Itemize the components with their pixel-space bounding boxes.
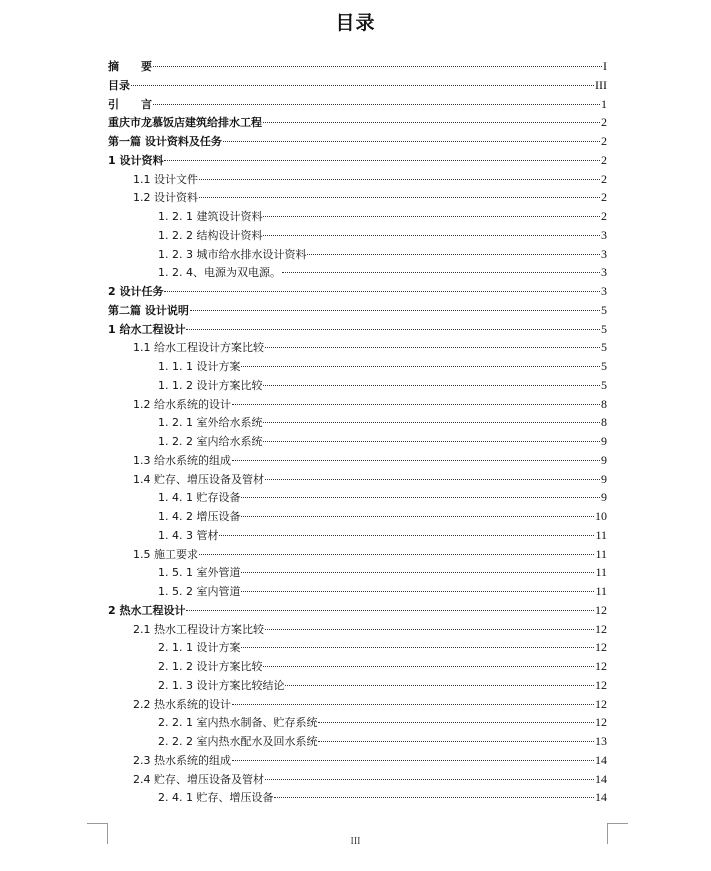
toc-entry-page-number: 2 bbox=[601, 171, 607, 186]
toc-entry-page-number: 2 bbox=[601, 209, 607, 223]
toc-entry[interactable] bbox=[108, 639, 607, 658]
toc-entry-label: 1. 1. 2 设计方案比较 bbox=[158, 378, 263, 392]
toc-entry-page-number: 5 bbox=[601, 321, 607, 336]
toc-entry-label: 1. 4. 1 贮存设备 bbox=[158, 491, 241, 505]
toc-entry-page-number: 5 bbox=[601, 359, 607, 373]
toc-entry-page-number: 11 bbox=[595, 546, 607, 561]
toc-entry-page-number: 2 bbox=[601, 152, 607, 167]
toc-entry[interactable] bbox=[108, 414, 607, 433]
toc-entry[interactable] bbox=[108, 602, 607, 621]
toc-entry-page-number: 14 bbox=[595, 790, 607, 805]
toc-entry[interactable] bbox=[108, 696, 607, 715]
toc-entry-label: 2. 1. 3 设计方案比较结论 bbox=[158, 678, 285, 692]
toc-dot-leader bbox=[241, 497, 600, 498]
toc-entry[interactable] bbox=[108, 264, 607, 283]
toc-entry[interactable] bbox=[108, 377, 607, 396]
toc-dot-leader bbox=[265, 779, 594, 780]
toc-entry-page-number: 5 bbox=[601, 377, 607, 392]
toc-entry-label: 2. 4. 1 贮存、增压设备 bbox=[158, 791, 274, 805]
toc-entry-label: 2.3 热水系统的组成 bbox=[133, 753, 231, 767]
toc-entry-page-number: 8 bbox=[601, 396, 607, 411]
toc-entry-label: 1. 2. 4、电源为双电源。 bbox=[158, 266, 281, 280]
toc-dot-leader bbox=[223, 141, 600, 142]
toc-dot-leader bbox=[265, 629, 594, 630]
toc-entry-page-number: 14 bbox=[595, 752, 607, 767]
toc-entry-label: 第二篇 设计说明 bbox=[108, 303, 189, 317]
toc-entry-page-number: 3 bbox=[601, 284, 607, 298]
toc-entry-page-number: 9 bbox=[601, 434, 607, 448]
toc-entry[interactable] bbox=[108, 208, 607, 227]
toc-entry[interactable] bbox=[108, 283, 607, 302]
toc-dot-leader bbox=[241, 516, 594, 517]
toc-entry-page-number: 11 bbox=[595, 527, 607, 542]
toc-entry-label: 2. 2. 2 室内热水配水及回水系统 bbox=[158, 735, 318, 748]
toc-entry-page-number: 2 bbox=[601, 190, 607, 205]
toc-dot-leader bbox=[307, 254, 600, 255]
toc-entry-page-number: 5 bbox=[601, 340, 607, 355]
toc-dot-leader bbox=[241, 647, 594, 648]
toc-entry[interactable] bbox=[108, 77, 607, 96]
toc-entry-page-number: 12 bbox=[595, 677, 607, 692]
toc-entry-page-number: 1 bbox=[601, 96, 607, 111]
toc-entry-label: 1. 4. 3 管材 bbox=[158, 528, 219, 542]
toc-entry[interactable] bbox=[108, 58, 607, 77]
toc-dot-leader bbox=[282, 272, 600, 273]
toc-entry-page-number: 2 bbox=[601, 115, 607, 130]
toc-entry[interactable] bbox=[108, 564, 607, 583]
toc-entry-label: 1.1 设计文件 bbox=[133, 172, 198, 186]
toc-entry[interactable] bbox=[108, 789, 607, 808]
toc-entry-page-number: 3 bbox=[601, 227, 607, 242]
toc-entry-label: 1 给水工程设计 bbox=[108, 322, 186, 336]
toc-entry[interactable] bbox=[108, 358, 607, 377]
toc-entry[interactable] bbox=[108, 452, 607, 471]
toc-entry[interactable] bbox=[108, 96, 607, 115]
toc-entry[interactable] bbox=[108, 752, 607, 771]
toc-entry-label: 1.2 给水系统的设计 bbox=[133, 397, 231, 411]
toc-entry-label: 1. 1. 1 设计方案 bbox=[158, 360, 241, 373]
toc-dot-leader bbox=[232, 460, 600, 461]
toc-dot-leader bbox=[263, 666, 594, 667]
toc-dot-leader bbox=[274, 797, 594, 798]
toc-entry[interactable] bbox=[108, 227, 607, 246]
toc-entry-label: 1. 4. 2 增压设备 bbox=[158, 510, 241, 523]
toc-entry-label: 1.4 贮存、增压设备及管材 bbox=[133, 472, 264, 486]
toc-dot-leader bbox=[219, 535, 594, 536]
toc-entry-page-number: 12 bbox=[595, 621, 607, 636]
toc-entry-label: 1. 2. 1 室外给水系统 bbox=[158, 416, 263, 430]
toc-entry[interactable] bbox=[108, 658, 607, 677]
toc-entry-label: 重庆市龙慕饭店建筑给排水工程 bbox=[108, 116, 262, 130]
toc-entry-label: 1. 2. 3 城市给水排水设计资料 bbox=[158, 247, 307, 261]
toc-dot-leader bbox=[318, 722, 594, 723]
toc-entry-page-number: 9 bbox=[601, 452, 607, 467]
toc-entry-page-number: 9 bbox=[601, 490, 607, 505]
toc-entry-label: 2 设计任务 bbox=[108, 285, 164, 298]
table-of-contents bbox=[108, 58, 607, 808]
toc-entry[interactable] bbox=[108, 396, 607, 415]
toc-entry-page-number: 11 bbox=[595, 584, 607, 598]
page-title: 目录 bbox=[335, 12, 376, 34]
toc-entry-page-number: 3 bbox=[601, 265, 607, 280]
toc-entry-label: 第一篇 设计资料及任务 bbox=[108, 135, 222, 148]
toc-entry-label: 1. 2. 2 结构设计资料 bbox=[158, 228, 263, 242]
toc-dot-leader bbox=[164, 291, 600, 292]
toc-dot-leader bbox=[153, 66, 602, 67]
toc-entry-page-number: III bbox=[595, 77, 607, 92]
toc-dot-leader bbox=[285, 685, 594, 686]
toc-dot-leader bbox=[153, 104, 600, 105]
toc-dot-leader bbox=[131, 85, 594, 86]
toc-entry-label: 引 言 bbox=[108, 97, 152, 111]
toc-entry[interactable] bbox=[108, 771, 607, 790]
toc-entry[interactable] bbox=[108, 489, 607, 508]
toc-entry-page-number: 11 bbox=[595, 565, 607, 580]
toc-dot-leader bbox=[232, 760, 594, 761]
toc-entry-page-number: I bbox=[603, 59, 607, 73]
toc-dot-leader bbox=[232, 704, 594, 705]
toc-entry-label: 2.2 热水系统的设计 bbox=[133, 697, 231, 711]
toc-entry-label: 2.4 贮存、增压设备及管材 bbox=[133, 772, 264, 786]
toc-dot-leader bbox=[241, 591, 594, 592]
toc-entry-label: 摘 要 bbox=[108, 60, 152, 73]
toc-entry[interactable] bbox=[108, 733, 607, 752]
toc-entry[interactable] bbox=[108, 171, 607, 190]
toc-entry[interactable] bbox=[108, 527, 607, 546]
toc-dot-leader bbox=[265, 479, 600, 480]
toc-entry[interactable] bbox=[108, 583, 607, 602]
toc-entry-label: 2. 1. 2 设计方案比较 bbox=[158, 660, 263, 673]
toc-entry-label: 目录 bbox=[108, 78, 130, 92]
toc-entry-label: 2. 2. 1 室内热水制备、贮存系统 bbox=[158, 716, 318, 730]
toc-dot-leader bbox=[199, 554, 594, 555]
toc-dot-leader bbox=[241, 572, 594, 573]
toc-dot-leader bbox=[164, 160, 600, 161]
toc-entry-page-number: 5 bbox=[601, 302, 607, 317]
toc-entry[interactable] bbox=[108, 133, 607, 152]
toc-entry[interactable] bbox=[108, 152, 607, 171]
toc-entry-page-number: 12 bbox=[595, 659, 607, 673]
toc-entry[interactable] bbox=[108, 302, 607, 321]
toc-entry-label: 1. 5. 2 室内管道 bbox=[158, 585, 241, 598]
toc-entry[interactable] bbox=[108, 321, 607, 340]
toc-entry[interactable] bbox=[108, 508, 607, 527]
toc-entry[interactable] bbox=[108, 714, 607, 733]
toc-dot-leader bbox=[265, 347, 600, 348]
toc-dot-leader bbox=[232, 404, 600, 405]
toc-entry[interactable] bbox=[108, 114, 607, 133]
toc-entry[interactable] bbox=[108, 433, 607, 452]
toc-entry-page-number: 8 bbox=[601, 415, 607, 430]
toc-entry[interactable] bbox=[108, 246, 607, 265]
toc-entry-page-number: 14 bbox=[595, 771, 607, 786]
toc-entry[interactable] bbox=[108, 677, 607, 696]
toc-entry-page-number: 10 bbox=[595, 509, 607, 523]
toc-entry-page-number: 12 bbox=[595, 640, 607, 655]
toc-dot-leader bbox=[186, 329, 600, 330]
toc-entry-label: 1. 5. 1 室外管道 bbox=[158, 566, 241, 580]
toc-entry-label: 1 设计资料 bbox=[108, 153, 164, 167]
toc-dot-leader bbox=[263, 216, 600, 217]
toc-dot-leader bbox=[199, 179, 600, 180]
toc-entry-page-number: 12 bbox=[595, 715, 607, 730]
toc-entry[interactable] bbox=[108, 339, 607, 358]
toc-dot-leader bbox=[186, 610, 594, 611]
toc-dot-leader bbox=[318, 741, 594, 742]
toc-entry-page-number: 13 bbox=[595, 734, 607, 748]
toc-dot-leader bbox=[199, 197, 600, 198]
toc-entry-label: 1.3 给水系统的组成 bbox=[133, 453, 231, 467]
toc-entry-label: 2.1 热水工程设计方案比较 bbox=[133, 622, 264, 636]
toc-entry-label: 2 热水工程设计 bbox=[108, 603, 186, 617]
toc-entry-page-number: 12 bbox=[595, 696, 607, 711]
toc-entry[interactable] bbox=[108, 621, 607, 640]
toc-entry[interactable] bbox=[108, 546, 607, 565]
toc-dot-leader bbox=[263, 441, 600, 442]
toc-dot-leader bbox=[241, 366, 600, 367]
page-number: III bbox=[350, 836, 361, 847]
toc-entry-label: 1. 2. 2 室内给水系统 bbox=[158, 435, 263, 448]
toc-entry-label: 1.2 设计资料 bbox=[133, 191, 198, 205]
toc-dot-leader bbox=[263, 122, 600, 123]
toc-entry-label: 1.1 给水工程设计方案比较 bbox=[133, 341, 264, 355]
toc-dot-leader bbox=[263, 235, 600, 236]
toc-entry-label: 1.5 施工要求 bbox=[133, 547, 198, 561]
toc-entry-page-number: 3 bbox=[601, 246, 607, 261]
toc-dot-leader bbox=[263, 385, 600, 386]
toc-entry[interactable] bbox=[108, 471, 607, 490]
toc-entry[interactable] bbox=[108, 189, 607, 208]
toc-entry-page-number: 9 bbox=[601, 471, 607, 486]
toc-entry-label: 2. 1. 1 设计方案 bbox=[158, 641, 241, 655]
toc-dot-leader bbox=[190, 310, 600, 311]
toc-dot-leader bbox=[263, 422, 600, 423]
toc-entry-page-number: 2 bbox=[601, 134, 607, 148]
toc-entry-page-number: 12 bbox=[595, 602, 607, 617]
toc-entry-label: 1. 2. 1 建筑设计资料 bbox=[158, 210, 263, 223]
